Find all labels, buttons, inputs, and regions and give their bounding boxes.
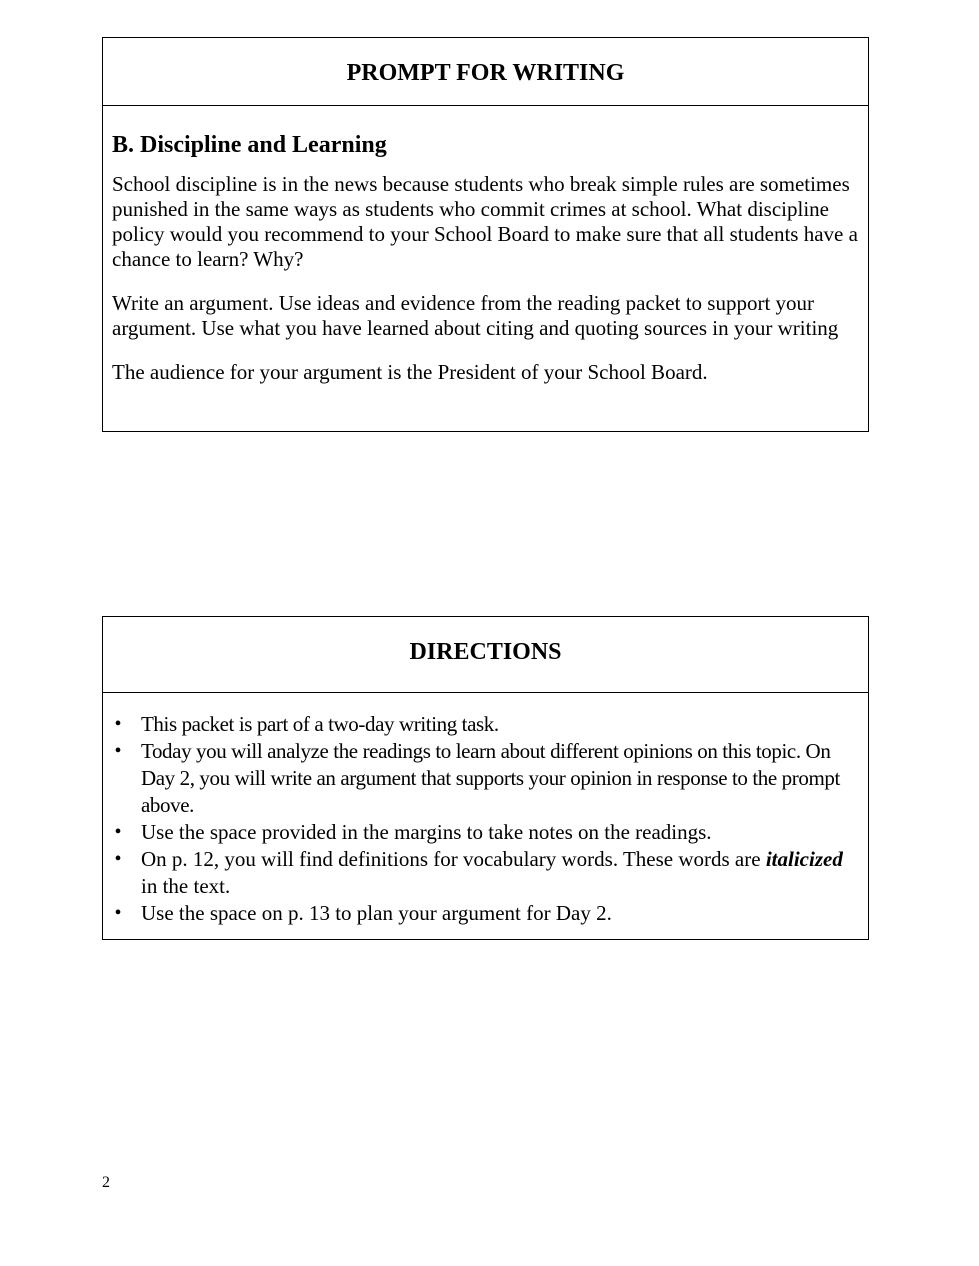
directions-item-text: Use the space provided in the margins to take notes on the readings. bbox=[141, 820, 712, 844]
directions-item bbox=[111, 711, 856, 738]
directions-item bbox=[111, 819, 856, 846]
directions-item bbox=[111, 900, 856, 927]
bullet-icon: • bbox=[114, 821, 122, 843]
bullet-icon: • bbox=[114, 713, 122, 735]
directions-item-text-before: On p. 12, you will find definitions for vocabulary words. These words are bbox=[141, 847, 766, 871]
directions-item-text: Today you will analyze the readings to learn about different opinions on this topic. On Day 2, you will write an argument that supports your opinion in response to the prompt above. bbox=[141, 739, 840, 817]
prompt-header: PROMPT FOR WRITING bbox=[103, 38, 868, 106]
bullet-icon: • bbox=[114, 740, 122, 762]
directions-header: DIRECTIONS bbox=[103, 617, 868, 693]
page-number: 2 bbox=[102, 1174, 110, 1191]
directions-item bbox=[111, 738, 856, 819]
section-heading: B. Discipline and Learning bbox=[112, 132, 387, 158]
prompt-body bbox=[103, 106, 868, 385]
directions-list bbox=[111, 711, 856, 927]
directions-box bbox=[102, 616, 869, 940]
bullet-icon: • bbox=[114, 902, 122, 924]
prompt-paragraph-question: School discipline is in the news because students who break simple rules are sometimes punished in the same ways as students who commit crimes at school. What discipline policy would you recommend to your School Board to make sure that all students have a chance to learn? Why? bbox=[112, 172, 858, 271]
directions-item-text: This packet is part of a two-day writing task. bbox=[141, 712, 499, 736]
directions-item-text-after: in the text. bbox=[141, 874, 231, 898]
bullet-icon: • bbox=[114, 848, 122, 870]
prompt-paragraph-audience: The audience for your argument is the President of your School Board. bbox=[112, 360, 708, 384]
directions-item-text: Use the space on p. 13 to plan your argument for Day 2. bbox=[141, 901, 612, 925]
directions-item bbox=[111, 846, 856, 900]
prompt-box bbox=[102, 37, 869, 432]
directions-body bbox=[103, 693, 868, 927]
directions-item-emphasis: italicized bbox=[765, 847, 843, 871]
prompt-paragraph-task: Write an argument. Use ideas and evidence from the reading packet to support your argument. Use what you have learned about citing and quoting sources in your writing bbox=[112, 291, 839, 340]
